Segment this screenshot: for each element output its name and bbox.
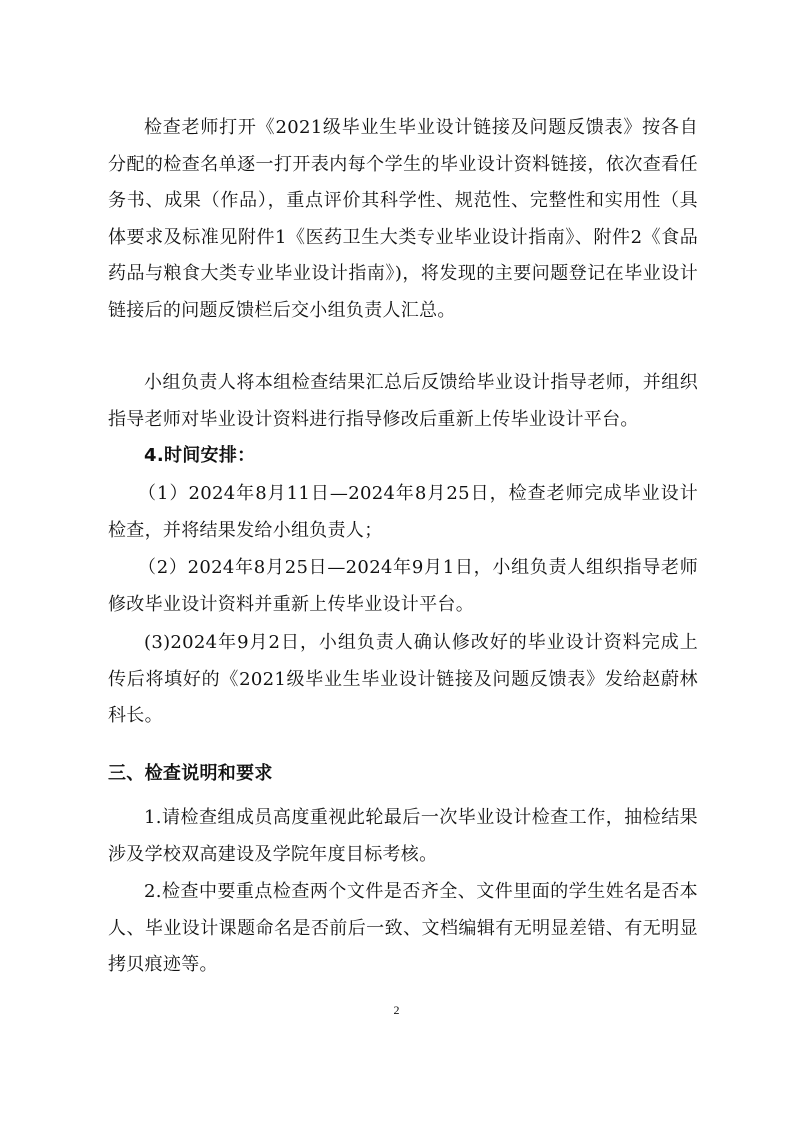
- requirement-item-2: 2.检查中要重点检查两个文件是否齐全、文件里面的学生姓名是否本人、毕业设计课题命名是否前后一致、文档编辑有无明显差错、有无明显拷贝痕迹等。: [108, 881, 698, 975]
- paragraph-group-leader-duties: 小组负责人将本组检查结果汇总后反馈给毕业设计指导老师，并组织指导老师对毕业设计资料进行指导修改后重新上传毕业设计平台。: [108, 372, 698, 430]
- section-heading-requirements: 三、检查说明和要求: [108, 763, 273, 784]
- schedule-item-2: （2）2024年8月25日—2024年9月1日，小组负责人组织指导老师修改毕业设计资料并重新上传毕业设计平台。: [108, 557, 698, 615]
- paragraph-inspection-procedure: 检查老师打开《2021级毕业生毕业设计链接及问题反馈表》按各自分配的检查名单逐一打开表内每个学生的毕业设计资料链接，依次查看任务书、成果（作品），重点评价其科学性、规范性、完整性和实用性（具体要求及标准见附件1《医药卫生大类专业毕业设计指南》、附件2《食品药品与粮食大类专业毕业设计指南》)，将发现的主要问题登记在毕业设计链接后的问题反馈栏后交小组负责人汇总。: [108, 117, 698, 321]
- requirement-item-1: 1.请检查组成员高度重视此轮最后一次毕业设计检查工作，抽检结果涉及学校双高建设及学院年度目标考核。: [108, 807, 698, 865]
- schedule-item-1: （1）2024年8月11日—2024年8月25日，检查老师完成毕业设计检查，并将结果发给小组负责人；: [108, 483, 698, 541]
- schedule-item-3: (3)2024年9月2日，小组负责人确认修改好的毕业设计资料完成上传后将填好的《2021级毕业生毕业设计链接及问题反馈表》发给赵蔚林科长。: [108, 632, 698, 726]
- schedule-heading: 4.时间安排：: [144, 445, 256, 466]
- page-number: 2: [393, 1003, 400, 1017]
